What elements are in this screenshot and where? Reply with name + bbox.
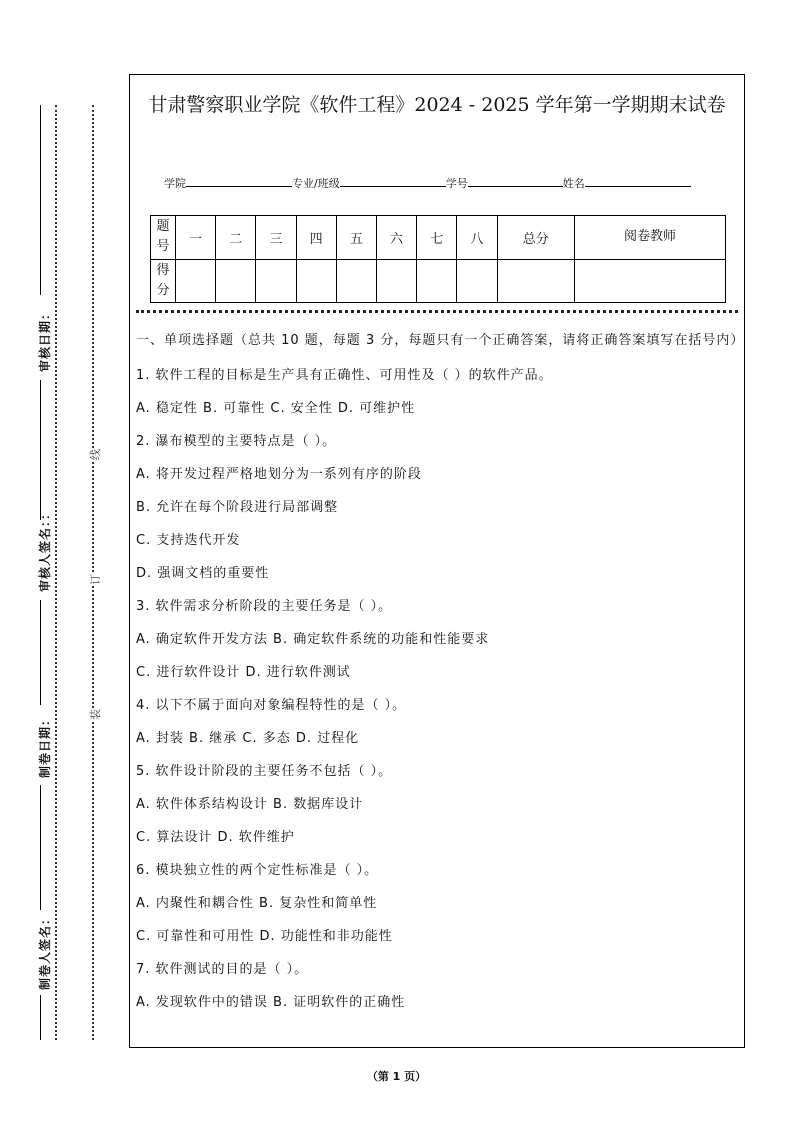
- major-class-blank[interactable]: [340, 176, 446, 187]
- score-cell-4[interactable]: [296, 259, 336, 303]
- compiler-signature-label: 制卷人签名：: [38, 911, 52, 990]
- question-line: A. 发现软件中的错误 B. 证明软件的正确性: [136, 995, 406, 1010]
- margin-mark-line: 线: [89, 449, 102, 460]
- question-line: 1. 软件工程的目标是生产具有正确性、可用性及（ ）的软件产品。: [136, 368, 553, 383]
- question-line: C. 进行软件设计 D. 进行软件测试: [136, 665, 351, 680]
- major-class-label: 专业/班级: [292, 177, 340, 190]
- col-4: 四: [296, 216, 336, 260]
- margin-mark-seal: 装: [89, 709, 102, 720]
- margin-rule-3: [40, 600, 41, 705]
- score-row-header: 得分: [151, 259, 176, 303]
- question-line: 2. 瀑布模型的主要特点是（ ）。: [136, 434, 337, 449]
- question-line: B. 允许在每个阶段进行局部调整: [136, 500, 339, 515]
- student-id-blank[interactable]: [468, 176, 563, 187]
- col-8: 八: [457, 216, 497, 260]
- exam-frame: [129, 74, 745, 1048]
- score-cell-grader[interactable]: [575, 259, 726, 303]
- margin-mark-bind: 订: [89, 574, 102, 585]
- col-7: 七: [417, 216, 457, 260]
- dotted-separator: [136, 310, 738, 313]
- question-line: A. 确定软件开发方法 B. 确定软件系统的功能和性能要求: [136, 632, 490, 647]
- score-cell-5[interactable]: [336, 259, 376, 303]
- college-blank[interactable]: [186, 176, 292, 187]
- name-label: 姓名: [562, 177, 585, 190]
- question-list: [136, 359, 738, 1019]
- col-grader: 阅卷教师: [575, 216, 726, 260]
- col-total: 总分: [497, 216, 575, 260]
- dotted-rule-left: [55, 105, 57, 1040]
- margin-rule-4: [40, 785, 41, 910]
- question-line: A. 内聚性和耦合性 B. 复杂性和简单性: [136, 896, 378, 911]
- page-number: （第 1 页）: [366, 1070, 427, 1083]
- section-title: 一、单项选择题（总共 10 题，每题 3 分，每题只有一个正确答案，请将正确答案填写在括号内）: [136, 333, 745, 348]
- score-value-row: [151, 259, 726, 303]
- question-line: A. 将开发过程严格地划分为一系列有序的阶段: [136, 467, 422, 482]
- compile-date-label: 制卷日期：: [38, 712, 52, 778]
- question-line: 7. 软件测试的目的是（ ）。: [136, 962, 309, 977]
- col-2: 二: [216, 216, 256, 260]
- col-3: 三: [256, 216, 296, 260]
- question-line: D. 强调文档的重要性: [136, 566, 270, 581]
- exam-title: 甘肃警察职业学院《软件工程》2024 - 2025 学年第一学期期末试卷: [148, 94, 726, 116]
- score-cell-2[interactable]: [216, 259, 256, 303]
- question-line: 4. 以下不属于面向对象编程特性的是（ ）。: [136, 698, 407, 713]
- question-line: C. 算法设计 D. 软件维护: [136, 830, 295, 845]
- score-header-row: [151, 216, 726, 260]
- col-1: 一: [176, 216, 216, 260]
- question-line: A. 软件体系结构设计 B. 数据库设计: [136, 797, 364, 812]
- question-line: 5. 软件设计阶段的主要任务不包括（ ）。: [136, 764, 393, 779]
- margin-rule-5: [40, 995, 41, 1040]
- question-line: C. 可靠性和可用性 D. 功能性和非功能性: [136, 929, 393, 944]
- reviewer-signature-label: 审核人签名：：: [38, 506, 52, 592]
- student-id-label: 学号: [445, 177, 468, 190]
- score-cell-7[interactable]: [417, 259, 457, 303]
- college-label: 学院: [164, 177, 186, 190]
- name-blank[interactable]: [585, 176, 691, 187]
- score-cell-total[interactable]: [497, 259, 575, 303]
- question-section: [136, 330, 745, 1019]
- col-6: 六: [376, 216, 416, 260]
- score-cell-6[interactable]: [376, 259, 416, 303]
- margin-rule-2: [40, 380, 41, 520]
- question-line: A. 封装 B. 继承 C. 多态 D. 过程化: [136, 731, 360, 746]
- score-cell-8[interactable]: [457, 259, 497, 303]
- dotted-rule-right: [92, 105, 94, 1040]
- col-5: 五: [336, 216, 376, 260]
- score-table: [150, 215, 726, 303]
- question-no-header: 题号: [151, 216, 176, 260]
- score-cell-1[interactable]: [176, 259, 216, 303]
- question-line: A. 稳定性 B. 可靠性 C. 安全性 D. 可维护性: [136, 401, 416, 416]
- question-line: 3. 软件需求分析阶段的主要任务是（ ）。: [136, 599, 393, 614]
- student-info-line: [164, 175, 691, 191]
- question-line: C. 支持迭代开发: [136, 533, 241, 548]
- score-cell-3[interactable]: [256, 259, 296, 303]
- question-line: 6. 模块独立性的两个定性标准是（ ）。: [136, 863, 379, 878]
- margin-rule-1: [40, 105, 41, 295]
- review-date-label: 审核日期：: [38, 306, 52, 372]
